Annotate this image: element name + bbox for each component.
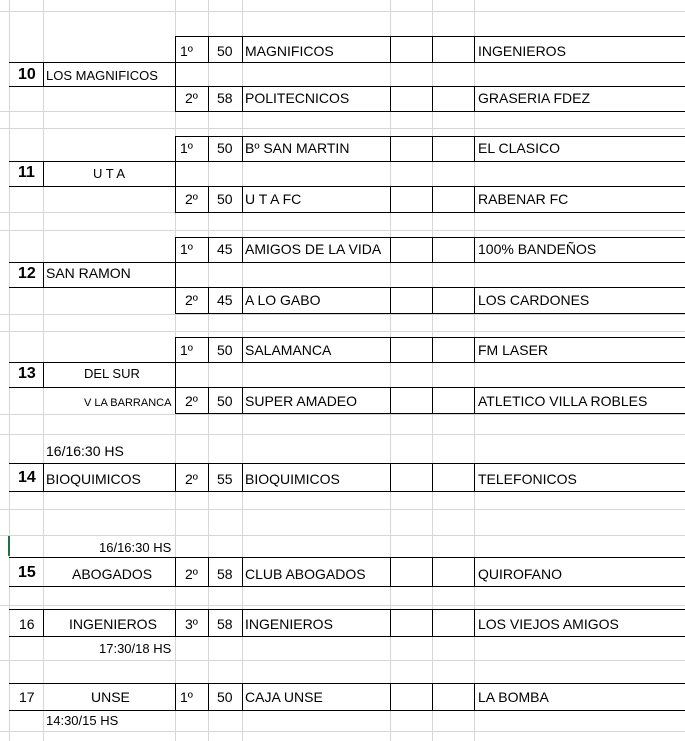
- border: [432, 36, 433, 62]
- selected-cell-marker: [8, 536, 10, 556]
- border: [208, 186, 209, 213]
- venue-name: INGENIEROS: [69, 616, 157, 632]
- away-team-cell: INGENIEROS: [478, 43, 566, 59]
- gridline: [0, 230, 685, 231]
- away-team-cell: TELEFONICOS: [478, 471, 577, 487]
- border: [208, 36, 209, 62]
- border: [390, 86, 391, 112]
- border: [175, 111, 685, 112]
- gridline: [0, 731, 685, 732]
- border: [474, 36, 475, 62]
- border: [242, 86, 243, 112]
- border: [432, 337, 433, 362]
- gridline: [0, 414, 685, 415]
- home-team-cell: SUPER AMADEO: [245, 393, 358, 409]
- border: [175, 609, 176, 636]
- division-cell: 1º: [180, 689, 193, 705]
- venue-name: BIOQUIMICOS: [46, 471, 141, 487]
- home-team-cell: INGENIEROS: [245, 616, 333, 632]
- border: [9, 463, 685, 464]
- border: [208, 237, 209, 262]
- match-time: 16/16:30 HS: [99, 540, 172, 555]
- border: [9, 86, 685, 87]
- minutes-cell: 50: [217, 140, 233, 156]
- division-cell: 2º: [185, 90, 198, 106]
- home-team-cell: MAGNIFICOS: [245, 43, 334, 59]
- border: [474, 136, 475, 161]
- division-cell: 2º: [185, 471, 198, 487]
- division-cell: 1º: [180, 241, 193, 257]
- border: [9, 186, 685, 187]
- division-cell: 2º: [185, 292, 198, 308]
- border: [43, 161, 44, 186]
- border: [9, 491, 685, 492]
- border: [242, 609, 243, 636]
- border: [242, 463, 243, 491]
- match-time: 16/16:30 HS: [46, 443, 124, 459]
- border: [208, 463, 209, 491]
- gridline: [0, 314, 685, 315]
- border: [474, 186, 475, 213]
- border: [208, 683, 209, 710]
- border: [474, 237, 475, 262]
- border: [390, 463, 391, 491]
- border: [390, 387, 391, 414]
- minutes-cell: 58: [217, 566, 233, 582]
- border: [432, 136, 433, 161]
- border: [175, 313, 685, 314]
- border: [242, 237, 243, 262]
- border: [474, 387, 475, 414]
- venue-note: V LA BARRANCA: [84, 397, 172, 409]
- minutes-cell: 45: [217, 292, 233, 308]
- border: [9, 609, 685, 610]
- group-number: 11: [18, 164, 35, 181]
- border: [175, 136, 176, 213]
- home-team-cell: Bº SAN MARTIN: [245, 140, 350, 156]
- group-number: 16: [19, 616, 35, 632]
- border: [432, 86, 433, 112]
- border: [474, 609, 475, 636]
- border: [175, 337, 176, 414]
- gridline: [0, 605, 685, 606]
- minutes-cell: 50: [217, 191, 233, 207]
- border: [208, 337, 209, 362]
- away-team-cell: GRASERIA FDEZ: [478, 90, 591, 106]
- border: [474, 337, 475, 362]
- border: [242, 683, 243, 710]
- division-cell: 1º: [180, 140, 193, 156]
- gridline: [0, 509, 685, 510]
- border: [390, 186, 391, 213]
- border: [208, 557, 209, 586]
- away-team-cell: LA BOMBA: [478, 689, 549, 705]
- border: [432, 387, 433, 414]
- home-team-cell: BIOQUIMICOS: [245, 471, 340, 487]
- border: [9, 557, 685, 558]
- border: [474, 557, 475, 586]
- border: [9, 710, 685, 711]
- border: [175, 136, 685, 137]
- border: [390, 557, 391, 586]
- away-team-cell: QUIROFANO: [478, 566, 563, 582]
- border: [474, 463, 475, 491]
- border: [242, 36, 243, 62]
- minutes-cell: 45: [217, 241, 233, 257]
- division-cell: 1º: [180, 342, 193, 358]
- border: [474, 86, 475, 112]
- division-cell: 2º: [185, 393, 198, 409]
- border: [208, 387, 209, 414]
- gridline: [0, 331, 685, 332]
- minutes-cell: 58: [217, 90, 233, 106]
- border: [175, 463, 176, 491]
- border: [242, 557, 243, 586]
- home-team-cell: A LO GABO: [245, 292, 321, 308]
- border: [432, 463, 433, 491]
- border: [175, 36, 685, 37]
- border: [43, 609, 44, 636]
- division-cell: 1º: [180, 43, 193, 59]
- venue-name: LOS MAGNIFICOS: [46, 68, 158, 83]
- match-time: 14:30/15 HS: [46, 713, 119, 728]
- border: [208, 86, 209, 112]
- venue-name: ABOGADOS: [72, 566, 153, 582]
- border: [390, 337, 391, 362]
- division-cell: 2º: [185, 191, 198, 207]
- border: [175, 683, 176, 710]
- away-team-cell: LOS CARDONES: [478, 292, 590, 308]
- minutes-cell: 58: [217, 616, 233, 632]
- border: [208, 287, 209, 314]
- home-team-cell: CLUB ABOGADOS: [245, 566, 366, 582]
- gridline: [0, 660, 685, 661]
- border: [175, 36, 176, 112]
- border: [43, 463, 44, 491]
- venue-name: UNSE: [91, 689, 130, 705]
- group-number: 13: [18, 365, 36, 382]
- border: [432, 557, 433, 586]
- border: [242, 337, 243, 362]
- border: [43, 262, 44, 287]
- border: [9, 683, 685, 684]
- border: [432, 287, 433, 314]
- border: [208, 136, 209, 161]
- home-team-cell: CAJA UNSE: [245, 689, 323, 705]
- border: [432, 186, 433, 213]
- home-team-cell: SALAMANCA: [245, 342, 332, 358]
- border: [43, 62, 44, 86]
- border: [390, 237, 391, 262]
- group-number: 17: [19, 689, 35, 705]
- border: [175, 212, 685, 213]
- border: [9, 586, 685, 587]
- gridline: [0, 535, 685, 536]
- minutes-cell: 50: [217, 43, 233, 59]
- home-team-cell: U T A FC: [245, 191, 302, 207]
- minutes-cell: 55: [217, 471, 233, 487]
- away-team-cell: RABENAR FC: [478, 191, 569, 207]
- border: [175, 237, 685, 238]
- border: [43, 362, 44, 387]
- border: [390, 683, 391, 710]
- border: [432, 683, 433, 710]
- border: [9, 387, 685, 388]
- minutes-cell: 50: [217, 393, 233, 409]
- border: [175, 237, 176, 314]
- gridline: [0, 128, 685, 129]
- border: [390, 36, 391, 62]
- border: [208, 609, 209, 636]
- away-team-cell: EL CLASICO: [478, 140, 560, 156]
- group-number: 12: [18, 265, 36, 282]
- minutes-cell: 50: [217, 689, 233, 705]
- away-team-cell: FM LASER: [478, 342, 549, 358]
- border: [242, 387, 243, 414]
- border: [390, 136, 391, 161]
- border: [390, 287, 391, 314]
- border: [432, 609, 433, 636]
- match-time: 17:30/18 HS: [99, 641, 172, 656]
- away-team-cell: 100% BANDEÑOS: [478, 241, 597, 257]
- away-team-cell: ATLETICO VILLA ROBLES: [478, 393, 648, 409]
- border: [242, 136, 243, 161]
- group-number: 10: [18, 66, 36, 83]
- border: [175, 337, 685, 338]
- gridline: [0, 11, 685, 12]
- division-cell: 2º: [185, 566, 198, 582]
- border: [9, 62, 685, 63]
- group-number: 14: [18, 469, 36, 486]
- border: [9, 636, 685, 637]
- border: [175, 557, 176, 586]
- border: [474, 683, 475, 710]
- border: [432, 237, 433, 262]
- border: [9, 287, 685, 288]
- division-cell: 3º: [185, 616, 198, 632]
- gridline: [0, 434, 685, 435]
- border: [242, 287, 243, 314]
- home-team-cell: POLITECNICOS: [245, 90, 350, 106]
- border: [9, 362, 685, 363]
- border: [242, 186, 243, 213]
- venue-name: SAN RAMON: [46, 265, 131, 281]
- group-number: 15: [18, 564, 36, 581]
- border: [175, 413, 685, 414]
- border: [474, 287, 475, 314]
- border: [390, 609, 391, 636]
- minutes-cell: 50: [217, 342, 233, 358]
- venue-name: DEL SUR: [84, 366, 140, 381]
- border: [9, 262, 685, 263]
- away-team-cell: LOS VIEJOS AMIGOS: [478, 616, 619, 632]
- home-team-cell: AMIGOS DE LA VIDA: [245, 241, 382, 257]
- venue-name: U T A: [93, 166, 126, 181]
- border: [9, 161, 685, 162]
